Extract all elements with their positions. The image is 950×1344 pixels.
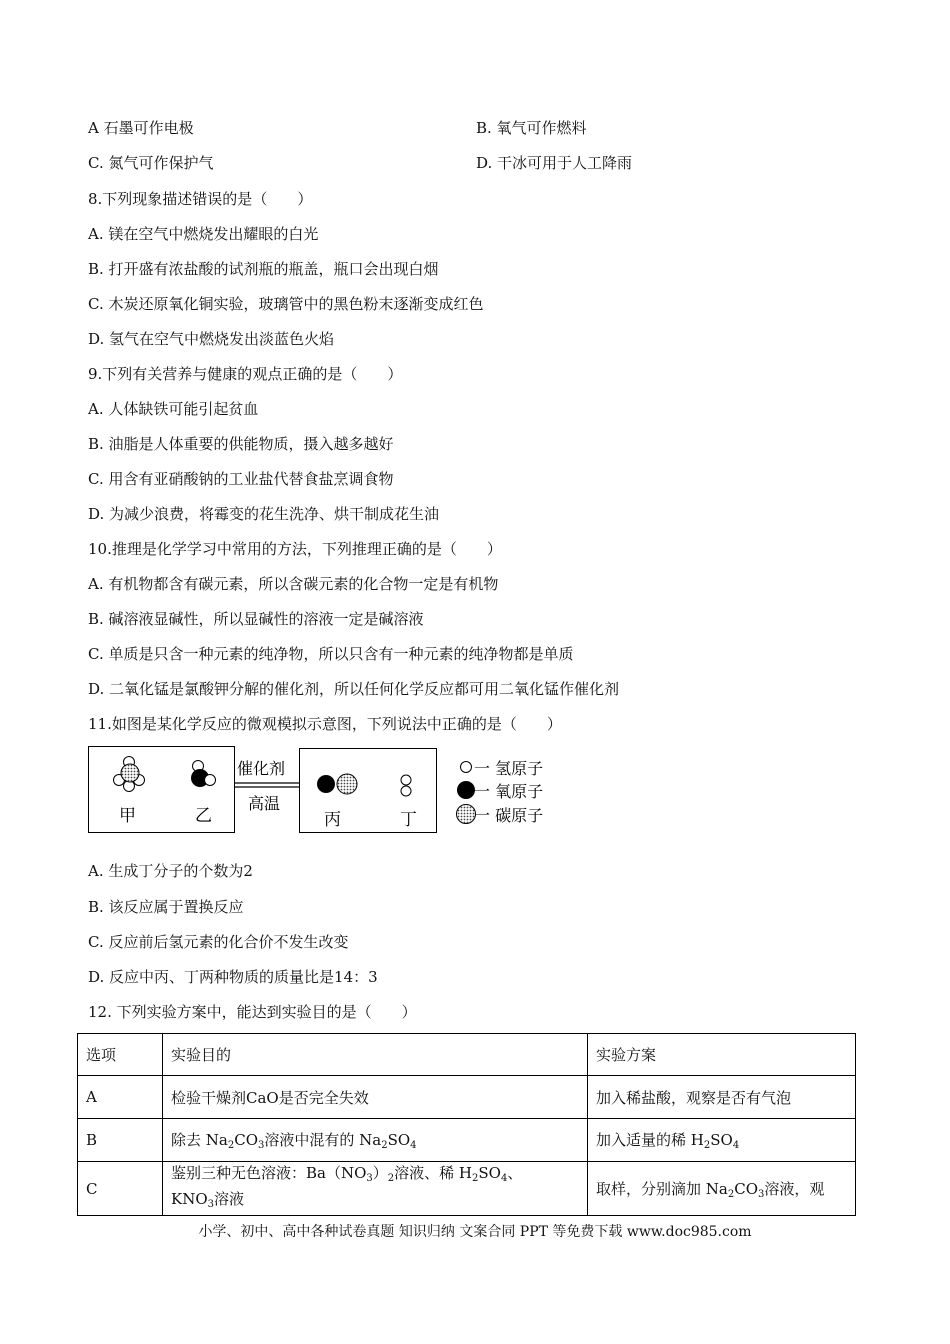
q10-option-d: D. 二氧化锰是氯酸钾分解的催化剂，所以任何化学反应都可用二氧化锰作催化剂	[88, 680, 620, 698]
experiment-table	[77, 1033, 856, 1216]
q7-option-b: B. 氧气可作燃料	[476, 119, 587, 137]
row-a-purpose: 检验干燥剂CaO是否完全失效	[163, 1076, 588, 1119]
row-c-plan: 取样，分别滴加 $Na_2CO_3$溶液，观	[588, 1162, 856, 1216]
label-yi: 乙	[195, 806, 212, 826]
row-a-option: A	[78, 1076, 163, 1119]
q8-option-d: D. 氢气在空气中燃烧发出淡蓝色火焰	[88, 330, 335, 348]
row-a-plan: 加入稀盐酸，观察是否有气泡	[588, 1076, 856, 1119]
legend-oxygen: 一 氧原子	[474, 782, 544, 801]
table-row	[78, 1119, 856, 1162]
legend-carbon: 一 碳原子	[474, 806, 544, 825]
q10-option-a: A. 有机物都含有碳元素，所以含碳元素的化合物一定是有机物	[88, 575, 499, 593]
molecule-yi	[191, 761, 216, 788]
q8-option-a: A. 镁在空气中燃烧发出耀眼的白光	[88, 225, 319, 243]
table-row	[78, 1076, 856, 1119]
q11-option-c: C. 反应前后氢元素的化合价不发生改变	[88, 933, 349, 951]
q11-option-b: B. 该反应属于置换反应	[88, 898, 244, 916]
q11-option-a: A. 生成丁分子的个数为2	[88, 862, 253, 880]
label-jia: 甲	[119, 806, 136, 826]
molecule-ding	[401, 775, 411, 796]
molecule-jia	[114, 757, 145, 792]
oxygen-legend-icon	[457, 781, 475, 799]
page-footer: 小学、初中、高中各种试卷真题 知识归纳 文案合同 PPT 等免费下载 www.doc985.com	[198, 1224, 752, 1240]
header-option: 选项	[78, 1034, 163, 1076]
carbon-legend-icon	[457, 805, 476, 824]
label-ding: 丁	[400, 810, 417, 830]
header-plan: 实验方案	[588, 1034, 856, 1076]
row-c-purpose: 鉴别三种无色溶液：$Ba(NO_3)_2$溶液、稀 $H_2SO_4$、 $KNO_3$溶液	[163, 1162, 588, 1216]
q9-stem: 9.下列有关营养与健康的观点正确的是（ ）	[88, 365, 403, 383]
q7-option-d: D. 干冰可用于人工降雨	[476, 154, 633, 172]
legend-hydrogen: 一 氢原子	[474, 759, 544, 778]
row-c-option: C	[78, 1162, 163, 1216]
q9-option-b: B. 油脂是人体重要的供能物质，摄入越多越好	[88, 435, 394, 453]
q7-option-a: A 石墨可作电极	[88, 119, 194, 137]
legend	[457, 759, 544, 825]
q10-option-c: C. 单质是只含一种元素的纯净物，所以只含有一种元素的纯净物都是单质	[88, 645, 574, 663]
table-header-row	[78, 1034, 856, 1076]
catalyst-label: 催化剂	[237, 759, 286, 778]
q10-option-b: B. 碱溶液显碱性，所以显碱性的溶液一定是碱溶液	[88, 610, 424, 628]
reactant-box	[89, 747, 235, 833]
reaction-diagram	[88, 746, 558, 836]
label-bing: 丙	[324, 810, 341, 830]
hydrogen-legend-icon	[461, 762, 472, 773]
molecule-bing	[317, 774, 357, 794]
q8-stem: 8.下列现象描述错误的是（ ）	[88, 190, 313, 208]
condition-label: 高温	[248, 794, 281, 813]
q12-stem: 12. 下列实验方案中，能达到实验目的是（ ）	[88, 1003, 417, 1021]
q7-option-c: C. 氮气可作保护气	[88, 154, 214, 172]
q8-option-c: C. 木炭还原氧化铜实验，玻璃管中的黑色粉末逐渐变成红色	[88, 295, 484, 313]
header-purpose: 实验目的	[163, 1034, 588, 1076]
q8-option-b: B. 打开盛有浓盐酸的试剂瓶的瓶盖，瓶口会出现白烟	[88, 260, 439, 278]
q9-option-a: A. 人体缺铁可能引起贫血	[88, 400, 259, 418]
q11-stem: 11.如图是某化学反应的微观模拟示意图，下列说法中正确的是（ ）	[88, 715, 562, 733]
q9-option-c: C. 用含有亚硝酸钠的工业盐代替食盐烹调食物	[88, 470, 394, 488]
q9-option-d: D. 为减少浪费，将霉变的花生洗净、烘干制成花生油	[88, 505, 440, 523]
row-b-plan: 加入适量的稀 $H_2SO_4$	[588, 1119, 856, 1162]
row-b-purpose: 除去 $Na_2CO_3$溶液中混有的 $Na_2SO_4$	[163, 1119, 588, 1162]
q11-option-d: D. 反应中丙、丁两种物质的质量比是14：3	[88, 968, 378, 986]
table-row	[78, 1162, 856, 1216]
row-b-option: B	[78, 1119, 163, 1162]
q10-stem: 10.推理是化学学习中常用的方法，下列推理正确的是（ ）	[88, 540, 502, 558]
